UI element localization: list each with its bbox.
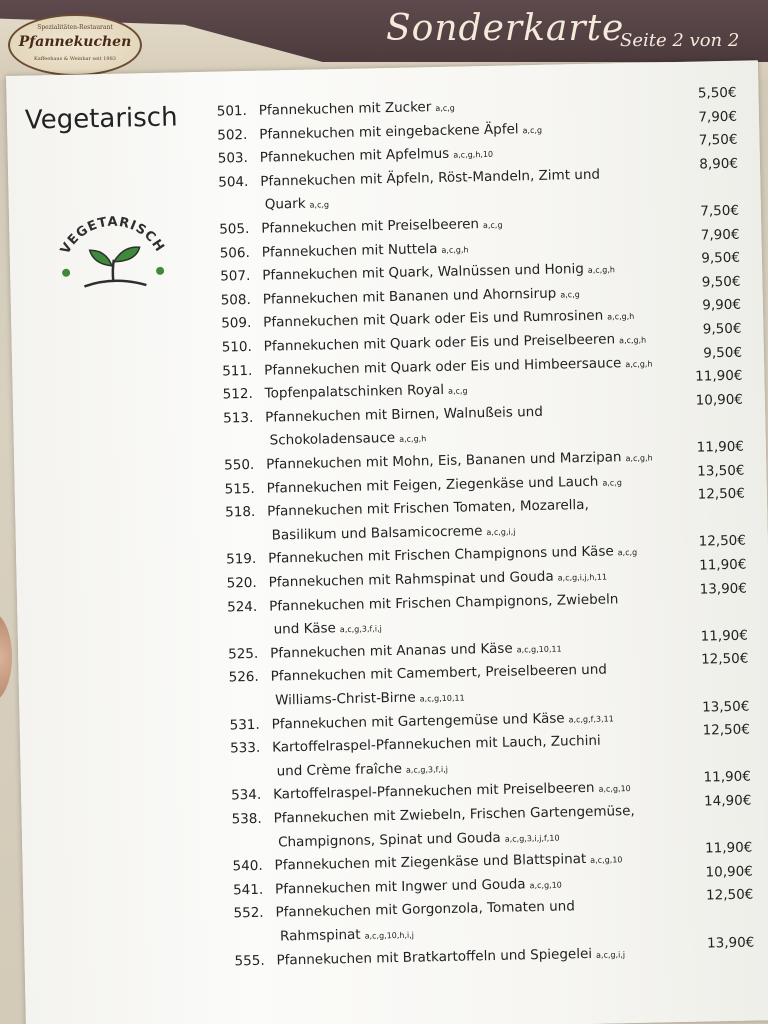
menu-item-price: 7,90€: [700, 226, 740, 244]
menu-item-price: 11,90€: [696, 438, 745, 456]
menu-item-allergens: a,c,g: [560, 289, 580, 300]
header-page-indicator: Seite 2 von 2: [620, 30, 740, 51]
menu-item-name: Pfannekuchen mit Bananen und Ahornsirup a,c,g: [262, 285, 580, 308]
menu-item-number: 525.: [227, 645, 259, 663]
menu-item-price: 11,90€: [703, 768, 752, 786]
menu-item-name: Pfannekuchen mit eingebackene Äpfel a,c,g: [259, 120, 543, 143]
menu-item-name: Pfannekuchen mit Nuttela a,c,g,h: [261, 240, 469, 261]
menu-item-number: 524.: [227, 598, 258, 616]
menu-item-name: Pfannekuchen mit Mohn, Eis, Bananen und Marzipan a,c,g,h: [266, 449, 653, 473]
menu-item-allergens: a,c,g,h,10: [453, 150, 494, 160]
menu-item-number: 507.: [220, 268, 251, 285]
menu-item-name-continued: Basilikum und Balsamicocreme a,c,g,i,j: [271, 522, 516, 544]
menu-item-price: 9,90€: [702, 297, 742, 314]
menu-item-price: 11,90€: [698, 556, 747, 574]
menu-item-allergens: a,c,g,h: [625, 453, 653, 464]
menu-item-number: 501.: [216, 102, 248, 120]
menu-item-allergens: a,c,g,10,11: [419, 693, 465, 704]
menu-item-price: 9,50€: [703, 344, 743, 362]
menu-item-number: 504.: [218, 173, 249, 191]
menu-item-number: 550.: [224, 456, 255, 474]
menu-item-price: 12,50€: [700, 650, 749, 668]
menu-item-name: Pfannekuchen mit Ziegenkäse und Blattspinat a,c,g,10: [274, 851, 623, 874]
menu-item-price: 12,50€: [702, 721, 751, 739]
menu-item-number: 509.: [221, 315, 252, 332]
menu-item-allergens: a,c,g,10: [529, 880, 562, 891]
menu-item-price: 11,90€: [704, 839, 753, 857]
menu-item-number: 540.: [232, 857, 263, 875]
menu-item-allergens: a,c,g: [309, 200, 330, 211]
logo-bottom-text: Kaffeehaus & Weinbar seit 1983: [34, 56, 116, 62]
menu-item-name: Pfannekuchen mit Ingwer und Gouda a,c,g,10: [274, 876, 562, 898]
menu-item-price: 11,90€: [700, 627, 749, 645]
menu-item-number: 526.: [228, 669, 259, 686]
menu-item-number: 555.: [234, 952, 265, 969]
menu-item-allergens: a,c,g,i,j,h,11: [557, 572, 608, 583]
menu-item-name: Pfannekuchen mit Camembert, Preiselbeeren und: [270, 661, 608, 685]
menu-item-allergens: a,c,g: [617, 548, 638, 558]
menu-item-allergens: a,c,g,3,i,j,f,10: [504, 833, 560, 844]
menu-item-number: 515.: [224, 480, 255, 498]
menu-item-name: Pfannekuchen mit Feigen, Ziegenkäse und Lauch a,c,g: [266, 473, 622, 497]
menu-item-allergens: a,c,g: [522, 125, 543, 135]
menu-item-allergens: a,c,g,h: [619, 335, 647, 346]
menu-item-name: Pfannekuchen mit Ananas und Käse a,c,g,10,11: [269, 640, 562, 662]
menu-item-price: 12,50€: [705, 886, 754, 904]
logo-top-text: Spezialitäten-Restaurant: [37, 24, 113, 31]
menu-item-price: 12,50€: [697, 485, 746, 503]
menu-item-allergens: a,c,g,i,j: [486, 527, 516, 537]
menu-item-number: 541.: [232, 881, 264, 899]
menu-item-price: 13,90€: [699, 580, 748, 598]
menu-item-name: Pfannekuchen mit Quark oder Eis und Rumrosinen a,c,g,h: [263, 307, 635, 332]
menu-item-allergens: a,c,g,f,3,11: [568, 714, 614, 724]
menu-item-name: Kartoffelraspel-Pfannekuchen mit Preiselbeeren a,c,g,10: [272, 780, 631, 803]
menu-item-price: 7,50€: [698, 131, 738, 149]
menu-item-price: 5,50€: [697, 84, 737, 102]
menu-item-number: 512.: [222, 386, 253, 403]
menu-item-name: Pfannekuchen mit Frischen Champignons, Zwiebeln: [268, 590, 619, 615]
menu-item-allergens: a,c,g,h: [607, 312, 635, 322]
menu-item-price: 14,90€: [703, 792, 752, 810]
restaurant-logo: [8, 14, 142, 76]
menu-item-name: Pfannekuchen mit Quark oder Eis und Himbeersauce a,c,g,h: [264, 354, 653, 379]
menu-item-price: 9,50€: [702, 320, 742, 338]
menu-item-allergens: a,c,g: [435, 103, 455, 114]
menu-item-number: 552.: [233, 905, 264, 922]
menu-item-number: 520.: [226, 574, 257, 592]
menu-item-allergens: a,c,g: [482, 220, 503, 231]
menu-item-allergens: a,c,g,h: [399, 434, 427, 445]
menu-item-price: 10,90€: [695, 391, 744, 409]
menu-item-price: 13,50€: [697, 462, 745, 480]
menu-item-name: Pfannekuchen mit Gartengemüse und Käse a,c,g,f,3,11: [271, 710, 614, 733]
menu-item-name: Pfannekuchen mit Birnen, Walnußeis und: [265, 403, 544, 426]
menu-item-name: Pfannekuchen mit Gorgonzola, Tomaten und: [275, 898, 575, 921]
menu-item-allergens: a,c,g,10,h,i,j: [364, 930, 415, 941]
menu-item-allergens: a,c,g: [448, 386, 468, 396]
menu-item-name-continued: Champignons, Spinat und Gouda a,c,g,3,i,j,f,10: [277, 829, 560, 851]
menu-item-name: Pfannekuchen mit Quark, Walnüssen und Honig a,c,g,h: [262, 261, 616, 284]
menu-item-allergens: a,c,g,i,j: [596, 949, 626, 960]
menu-item-allergens: a,c,g,10: [590, 855, 623, 866]
menu-item-name: Topfenpalatschinken Royal a,c,g: [264, 382, 468, 402]
menu-item-name-continued: Williams-Christ-Birne a,c,g,10,11: [274, 689, 465, 709]
menu-item-number: 502.: [217, 126, 248, 144]
menu-item-number: 531.: [229, 716, 260, 734]
menu-item-name-continued: Rahmspinat a,c,g,10,h,i,j: [279, 926, 415, 945]
menu-item-name: Pfannekuchen mit Frischen Champignons und Käse a,c,g: [268, 543, 638, 568]
menu-item-number: 505.: [219, 220, 250, 238]
menu-item-number: 513.: [223, 409, 254, 427]
menu-item-name: Pfannekuchen mit Rahmspinat und Gouda a,c,g,i,j,h,11: [268, 568, 608, 591]
menu-item-allergens: a,c,g,3,f,i,j: [405, 764, 449, 775]
menu-item-allergens: a,c,g,h: [587, 265, 616, 276]
menu-item-number: 511.: [222, 362, 253, 380]
menu-item-price: 10,90€: [705, 863, 753, 881]
menu-item-price: 8,90€: [699, 155, 739, 173]
menu-item-number: 506.: [219, 244, 250, 262]
menu-item-number: 538.: [231, 810, 262, 828]
thumb: [0, 612, 12, 702]
menu-item-number: 510.: [221, 338, 252, 356]
menu-item-name: Kartoffelraspel-Pfannekuchen mit Lauch, Zuchini: [271, 732, 601, 756]
menu-item-name-continued: Quark a,c,g: [264, 196, 330, 213]
menu-item-price: 9,50€: [701, 273, 741, 291]
menu-item-number: 519.: [226, 551, 257, 568]
menu-item-name: Pfannekuchen mit Bratkartoffeln und Spiegelei a,c,g,i,j: [276, 945, 626, 969]
vegetarian-badge-text: VEGETARISCH: [57, 214, 168, 257]
menu-item-name: Pfannekuchen mit Preiselbeeren a,c,g: [261, 216, 503, 237]
logo-main-text: Pfannekuchen: [18, 34, 132, 50]
menu-item-number: 508.: [220, 291, 251, 309]
header-title: Sonderkarte: [386, 8, 625, 49]
menu-item-name: Pfannekuchen mit Quark oder Eis und Preiselbeeren a,c,g,h: [263, 331, 647, 355]
menu-item-name: Pfannekuchen mit Zwiebeln, Frischen Gartengemüse,: [273, 802, 635, 827]
menu-item-number: 533.: [229, 740, 261, 757]
menu-paper: [6, 60, 768, 1024]
menu-item-price: 7,50€: [700, 202, 740, 220]
menu-item-name: Pfannekuchen mit Äpfeln, Röst-Mandeln, Zimt und: [260, 166, 601, 190]
menu-item-name-continued: und Crème fraîche a,c,g,3,f,i,j: [276, 760, 449, 780]
menu-item-price: 11,90€: [695, 367, 743, 385]
menu-item-price: 13,50€: [701, 698, 750, 716]
menu-item-name-continued: Schokoladensauce a,c,g,h: [269, 430, 427, 449]
menu-item-allergens: a,c,g,10: [598, 784, 631, 795]
menu-item-allergens: a,c,g,10,11: [516, 644, 562, 655]
menu-item-number: 534.: [230, 787, 262, 804]
menu-item-price: 9,50€: [701, 249, 741, 267]
menu-item-allergens: a,c,g,3,f,i,j: [339, 624, 382, 635]
menu-item-name: Pfannekuchen mit Apfelmus a,c,g,h,10: [259, 145, 494, 166]
menu-item-number: 518.: [225, 504, 256, 521]
menu-item-allergens: a,c,g: [602, 477, 622, 488]
menu-item-number: 503.: [217, 150, 249, 167]
menu-item-allergens: a,c,g,h: [625, 359, 653, 369]
menu-item-price: 7,90€: [698, 108, 738, 126]
menu-item-name: Pfannekuchen mit Frischen Tomaten, Mozarella,: [267, 497, 589, 520]
menu-item-name: Pfannekuchen mit Zucker a,c,g: [258, 99, 455, 119]
menu-item-allergens: a,c,g,h: [441, 244, 469, 255]
section-title: Vegetarisch: [24, 102, 178, 136]
menu-item-price: 12,50€: [698, 532, 747, 550]
menu-item-price: 13,90€: [706, 934, 755, 952]
menu-item-name-continued: und Käse a,c,g,3,f,i,j: [273, 620, 382, 638]
